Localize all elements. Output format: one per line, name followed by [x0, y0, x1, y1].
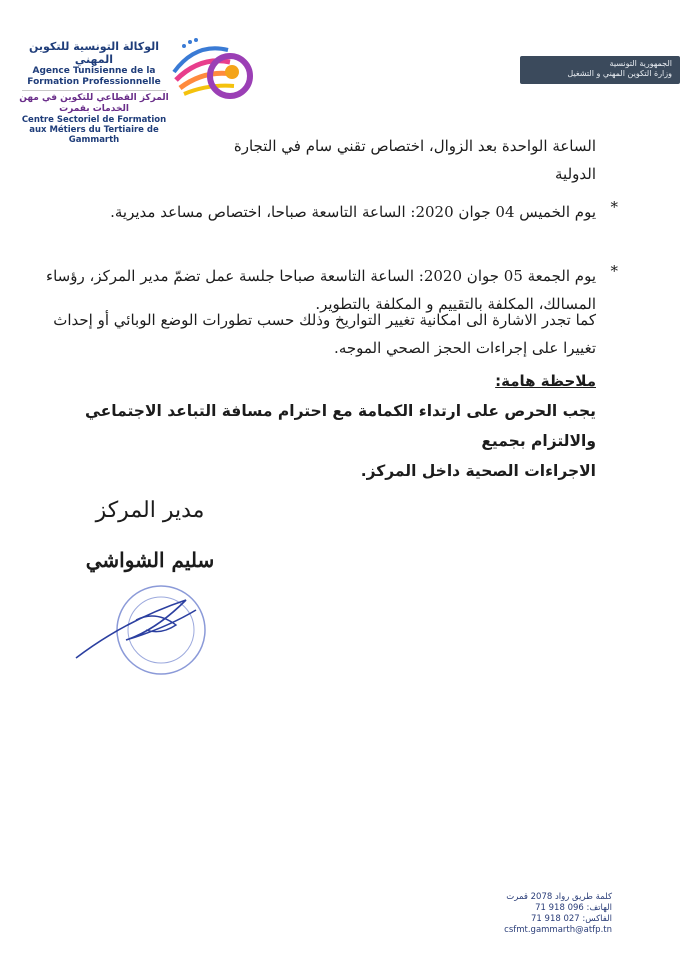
header-divider: [22, 90, 166, 91]
agency-logo: [166, 32, 258, 112]
paragraph-1: [28, 132, 596, 188]
important-note: [28, 372, 596, 486]
signature-name: سليم الشواشي: [85, 548, 215, 572]
footer-phone: الهاتف: 096 918 71: [535, 903, 612, 913]
bullet-2-line-2: المسالك، المكلفة بالتقييم و المكلفة بالتطوير.: [315, 295, 596, 313]
ministry-banner: [520, 56, 680, 84]
footer-contact: [400, 892, 612, 936]
agency-name-ar: الوكالة التونسية للتكوين المهني: [29, 40, 159, 66]
bullet-item-1: [28, 198, 618, 226]
note-line-1: يجب الحرص على ارتداء الكمامة مع احترام مسافة التباعد الاجتماعي والالتزام بجميع: [85, 402, 596, 450]
bullet-star: *: [610, 198, 618, 216]
ministry-line-1: الجمهورية التونسية: [609, 59, 672, 68]
note-title: ملاحظة هامة:: [495, 372, 596, 390]
paragraph-1-line-2: الدولية: [555, 165, 596, 183]
paragraph-2: [28, 306, 596, 362]
center-name-fr: Centre Sectoriel de Formation aux Métiers du Tertiaire de Gammarth: [21, 115, 167, 145]
paragraph-2-line-2: تغييرا على إجراءات الحجز الصحي الموجه.: [334, 339, 596, 357]
note-line-2: الاجراءات الصحية داخل المركز.: [360, 462, 596, 480]
paragraph-2-line-1: كما تجدر الاشارة الى امكانية تغيير التواريخ وذلك حسب تطورات الوضع الوبائي أو إحداث: [53, 311, 596, 329]
bullet-star: *: [610, 262, 618, 280]
official-stamp: [66, 580, 216, 680]
ministry-line-2: وزارة التكوين المهني و التشغيل: [567, 69, 672, 78]
footer-fax: الفاكس: 027 918 71: [531, 914, 612, 924]
bullet-1-text: يوم الخميس 04 جوان 2020: الساعة التاسعة صباحا، اختصاص مساعد مديرية.: [110, 203, 596, 221]
signature-title: مدير المركز: [95, 498, 205, 523]
agency-name-fr: Agence Tunisienne de la Formation Professionnelle: [27, 66, 161, 87]
paragraph-1-line-1: الساعة الواحدة بعد الزوال، اختصاص تقني سام في التجارة: [233, 137, 596, 155]
footer-email: csfmt.gammarth@atfp.tn: [504, 925, 612, 935]
bullet-2-line-1: يوم الجمعة 05 جوان 2020: الساعة التاسعة صباحا جلسة عمل تضمّ مدير المركز، رؤساء: [46, 267, 596, 285]
agency-header: [14, 40, 174, 145]
center-name-ar: المركز القطاعي للتكوين في مهن الخدمات بقمرت: [19, 93, 169, 114]
footer-address: كلمة طريق رواد 2078 قمرت: [506, 892, 612, 902]
